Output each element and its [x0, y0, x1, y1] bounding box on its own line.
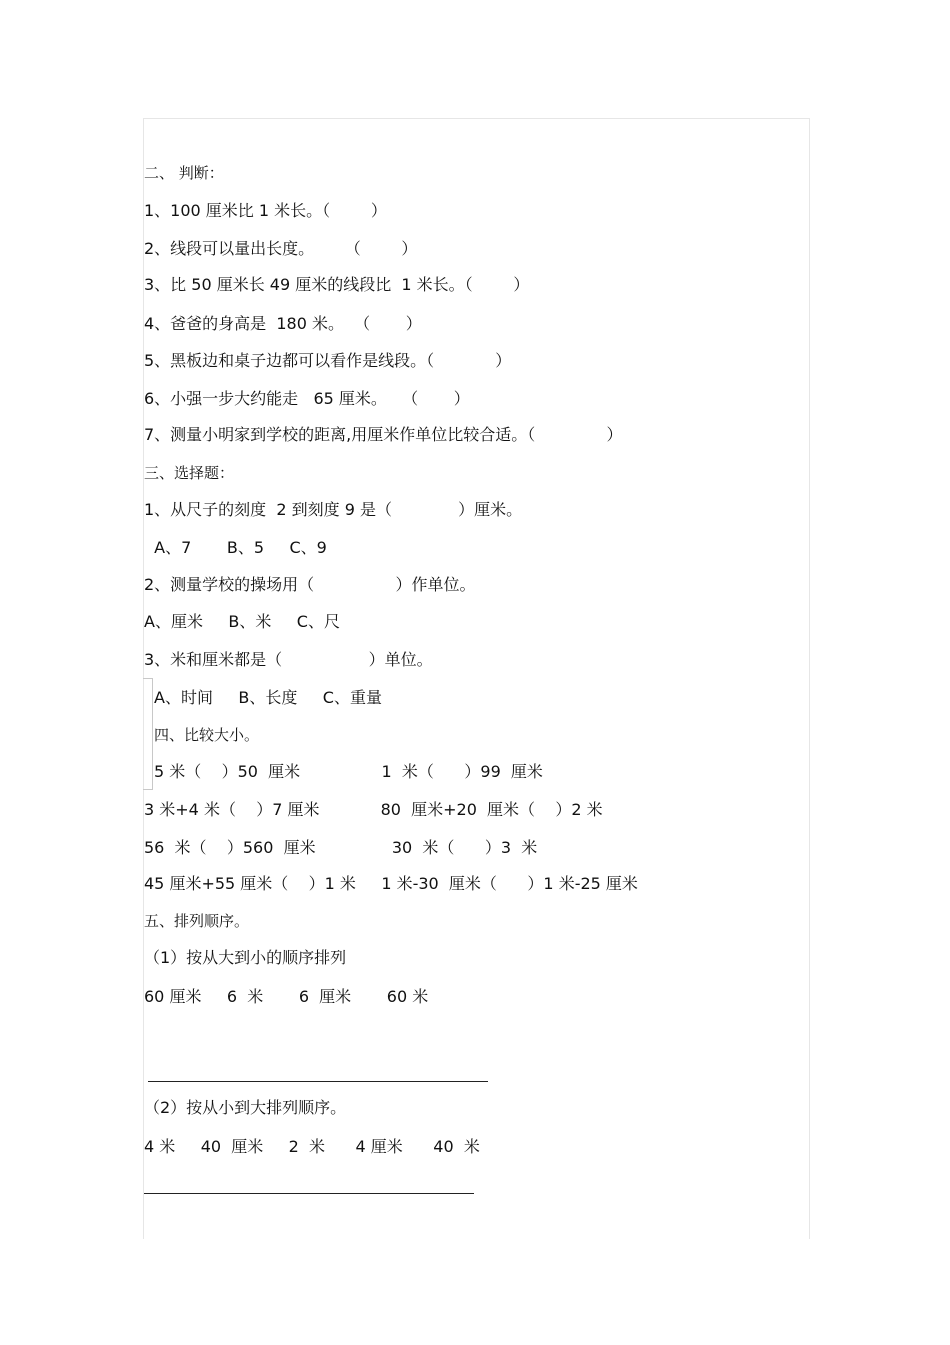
judge-item-4: 4、爸爸的身高是 180 米。 （ ）: [144, 314, 422, 333]
judge-item-6: 6、小强一步大约能走 65 厘米。 （ ）: [144, 389, 470, 408]
section-4-title: 四、比较大小。: [154, 726, 260, 744]
order-part-1-title: （1）按从大到小的顺序排列: [144, 948, 347, 967]
order-part-2-title: （2）按从小到大排列顺序。: [144, 1098, 347, 1117]
choice-q3-options: A、时间 B、长度 C、重量: [154, 688, 382, 707]
judge-item-3: 3、比 50 厘米长 49 厘米的线段比 1 米长。（ ）: [144, 275, 530, 294]
choice-q2: 2、测量学校的操场用（ ）作单位。: [144, 575, 476, 594]
section-3-title: 三、选择题：: [144, 464, 235, 482]
order-part-1-items: 60 厘米 6 米 6 厘米 60 米: [144, 987, 429, 1006]
compare-row-3: 56 米（ ）560 厘米 30 米（ ）3 米: [144, 838, 538, 857]
answer-line-2: [144, 1193, 474, 1194]
answer-line-1: [148, 1081, 488, 1082]
compare-row-4: 45 厘米+55 厘米（ ）1 米 1 米-30 厘米（ ）1 米-25 厘米: [144, 874, 638, 893]
compare-row-2: 3 米+4 米（ ）7 厘米 80 厘米+20 厘米（ ）2 米: [144, 800, 603, 819]
choice-q1-options: A、7 B、5 C、9: [144, 538, 327, 557]
section-5-title: 五、排列顺序。: [144, 912, 250, 930]
compare-row-1: 5 米（ ）50 厘米 1 米（ ）99 厘米: [154, 762, 543, 781]
judge-item-1: 1、100 厘米比 1 米长。（ ）: [144, 201, 387, 220]
choice-q3: 3、米和厘米都是（ ）单位。: [144, 650, 433, 669]
judge-item-7: 7、测量小明家到学校的距离,用厘米作单位比较合适。（ ）: [144, 425, 623, 444]
choice-q2-options: A、厘米 B、米 C、尺: [144, 612, 340, 631]
order-part-2-items: 4 米 40 厘米 2 米 4 厘米 40 米: [144, 1137, 480, 1156]
choice-q1: 1、从尺子的刻度 2 到刻度 9 是（ ）厘米。: [144, 500, 523, 519]
section-2-title: 二、 判断：: [144, 164, 224, 182]
margin-bracket: [143, 678, 153, 790]
judge-item-5: 5、黑板边和桌子边都可以看作是线段。（ ）: [144, 351, 512, 370]
judge-item-2: 2、线段可以量出长度。 （ ）: [144, 239, 418, 258]
